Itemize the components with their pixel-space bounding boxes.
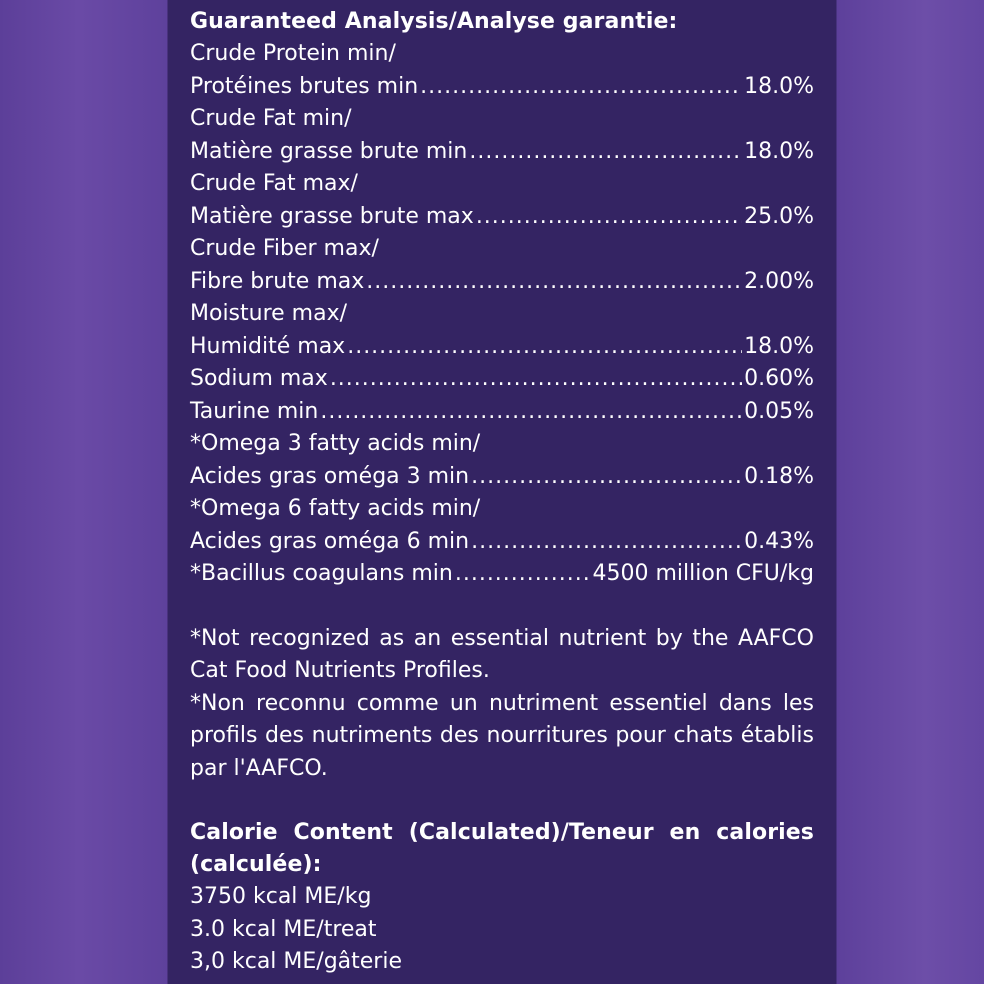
analysis-label: Sodium max [190,366,328,391]
analysis-row [190,363,814,396]
analysis-label: Humidité max [190,333,346,359]
analysis-label: Taurine min [190,398,319,424]
analysis-label: Acides gras oméga 3 min [190,463,470,489]
analysis-row [190,201,814,234]
analysis-value: 2.00% [744,268,814,294]
footnote-english: *Not recognized as an essential nutrient by the AAFCO Cat Food Nutrients Profiles. [190,625,814,683]
guaranteed-analysis-title: Guaranteed Analysis/Analyse garantie: [190,9,678,34]
dot-leader [455,558,591,591]
calorie-title-line2: (calculée): [190,852,322,877]
analysis-value: 0.43% [744,528,814,554]
dot-leader [320,396,742,429]
analysis-row [190,266,814,299]
analysis-row [190,331,814,364]
analysis-item-line1: Crude Fat min/ [190,106,352,131]
analysis-label: Protéines brutes min [190,73,419,99]
nutrition-label [190,6,814,979]
analysis-value: 0.60% [744,366,814,391]
analysis-label: *Bacillus coagulans min [190,561,453,586]
section-spacer [190,591,814,623]
analysis-row [190,558,814,591]
dot-leader [366,266,742,299]
analysis-value: 0.18% [744,463,814,489]
calorie-value: 3,0 kcal ME/gâterie [190,949,402,974]
dot-leader [420,71,742,104]
analysis-item-line1: Crude Protein min/ [190,41,396,66]
analysis-row [190,526,814,559]
analysis-label: Matière grasse brute min [190,138,468,164]
section-spacer [190,785,814,817]
dot-leader [330,363,742,396]
analysis-value: 0.05% [744,398,814,424]
analysis-label: Fibre brute max [190,268,365,294]
analysis-row [190,71,814,104]
analysis-label: Matière grasse brute max [190,203,474,229]
dot-leader [476,201,742,234]
calorie-value: 3.0 kcal ME/treat [190,916,377,942]
footnote-french: *Non reconnu comme un nutriment essentiel dans les profils des nutriments des nourritures pour chats établis par l'AAFCO. [190,690,814,781]
analysis-row [190,396,814,429]
analysis-item-line1: *Omega 3 fatty acids min/ [190,431,481,456]
analysis-row [190,461,814,494]
calorie-value: 3750 kcal ME/kg [190,884,372,909]
analysis-item-line1: *Omega 6 fatty acids min/ [190,496,481,521]
analysis-item-line1: Crude Fiber max/ [190,236,379,261]
analysis-item-line1: Crude Fat max/ [190,171,358,196]
analysis-value: 18.0% [744,138,814,164]
dot-leader [471,526,742,559]
calorie-title-line1: Calorie Content (Calculated)/Teneur en calories [190,820,814,845]
analysis-item-line1: Moisture max/ [190,301,348,326]
analysis-row [190,136,814,169]
dot-leader [469,136,742,169]
dot-leader [347,331,742,364]
analysis-value: 18.0% [744,333,814,359]
dot-leader [471,461,742,494]
analysis-label: Acides gras oméga 6 min [190,528,470,554]
analysis-value: 18.0% [744,73,814,99]
analysis-value: 25.0% [744,203,814,229]
analysis-value: 4500 million CFU/kg [592,561,814,586]
